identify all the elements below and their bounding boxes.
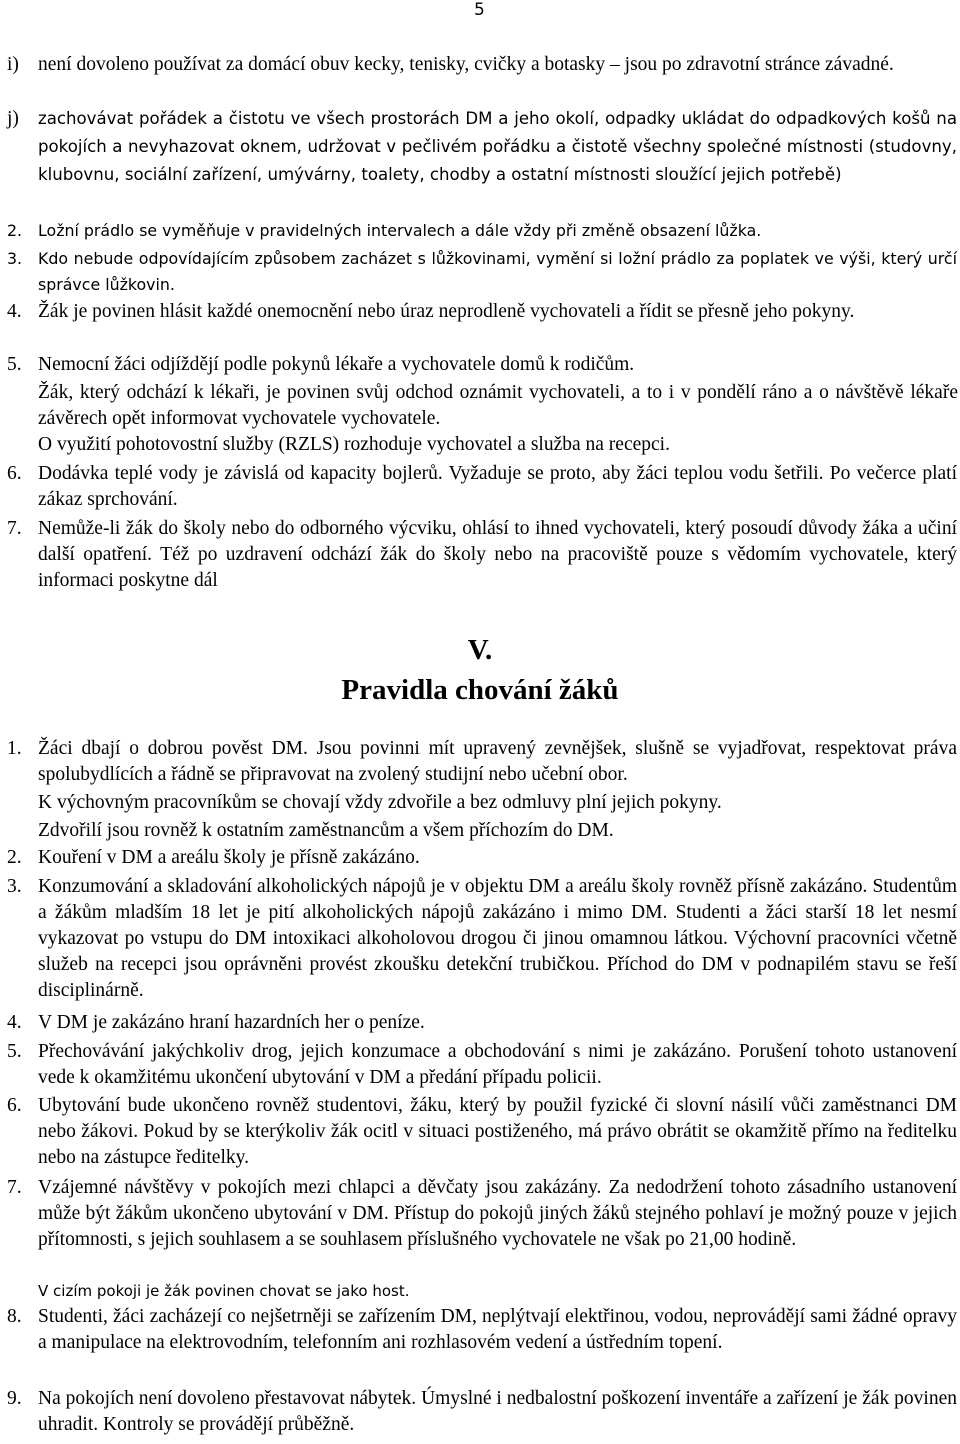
item-text: není dovoleno používat za domácí obuv kecky, tenisky, cvičky a botasky – jsou po zdravotní stránce závadné.: [38, 54, 894, 75]
list-item-2: [7, 218, 959, 244]
item-number: 6.: [7, 1095, 22, 1116]
item-number: 9.: [7, 1388, 22, 1409]
list-item-3: [7, 246, 959, 298]
item-number: 6.: [7, 463, 22, 484]
item-number: j): [7, 108, 19, 129]
item-text: Žák je povinen hlásit každé onemocnění nebo úraz neprodleně vychovateli a řídit se přesně jeho pokyny.: [38, 301, 855, 322]
item-number: 5.: [7, 354, 22, 375]
item-text: Ubytování bude ukončeno rovněž studentovi, žáku, který by použil fyzické či slovní násilí vůči zaměstnanci DM nebo žákovi. Pokud by se kterýkoliv žák ocitl v situaci postiženého, má právo obrátit se okamžitě přímo na ředitelku nebo na zástupce ředitelky.: [38, 1095, 957, 1168]
item-text: Ložní prádlo se vyměňuje v pravidelných intervalech a dále vždy při změně obsazení lůžka.: [38, 221, 762, 240]
page-number: 5: [474, 0, 485, 20]
list-item-4b: [7, 1010, 959, 1036]
item-text: V DM je zakázáno hraní hazardních her o peníze.: [38, 1012, 425, 1033]
paragraph: K výchovným pracovníkům se chovají vždy zdvořile a bez odmluvy plní jejich pokyny.: [38, 792, 722, 813]
list-item-i: [7, 52, 959, 78]
list-item-6b: [7, 1093, 959, 1171]
list-item-9b: [7, 1386, 959, 1438]
paragraph: V cizím pokoji je žák povinen chovat se jako host.: [38, 1282, 410, 1300]
item-number: 2.: [7, 847, 22, 868]
item-number: 4.: [7, 301, 22, 322]
item-text: Žáci dbají o dobrou pověst DM. Jsou povinni mít upravený zevnějšek, slušně se vyjadřovat, respektovat práva spolubydlících a řádně se připravovat na zvolený studijní nebo učební obor.: [38, 738, 957, 785]
list-item-6: [7, 461, 959, 513]
list-item-1: [7, 736, 959, 788]
list-item-4: [7, 299, 959, 325]
list-item-3b: [7, 874, 959, 1004]
list-item-7b: [7, 1175, 959, 1253]
item-text: Nemocní žáci odjíždějí podle pokynů lékaře a vychovatele domů k rodičům.: [38, 354, 635, 375]
item-number: 7.: [7, 1177, 22, 1198]
item-number: 3.: [7, 249, 23, 268]
list-item-8b: [7, 1304, 959, 1356]
item-number: 1.: [7, 738, 22, 759]
item-text: Kdo nebude odpovídajícím způsobem zacházet s lůžkovinami, vymění si ložní prádlo za poplatek ve výši, který určí správce lůžkovin.: [38, 249, 957, 294]
item-text: Studenti, žáci zacházejí co nejšetrněji se zařízením DM, neplýtvají elektřinou, vodou, neprovádějí sami žádné opravy a manipulace na elektrovodním, telefonním ani rozhlasovém vedení a ústředním topení.: [38, 1306, 957, 1353]
paragraph: O využití pohotovostní služby (RZLS) rozhoduje vychovatel a služba na recepci.: [38, 434, 670, 455]
list-item-j: [7, 105, 959, 189]
list-item-5: [7, 352, 959, 378]
item-number: 2.: [7, 221, 23, 240]
list-item-7: [7, 516, 959, 594]
paragraph: Žák, který odchází k lékaři, je povinen svůj odchod oznámit vychovateli, a to i v pondělí ráno a o návštěvě lékaře závěrech opět informovat vychovatele vychovatele.: [38, 382, 958, 429]
item-text: Dodávka teplé vody je závislá od kapacity bojlerů. Vyžaduje se proto, aby žáci teplou vodu šetřili. Po večerce platí zákaz sprchování.: [38, 463, 957, 510]
item-text: Kouření v DM a areálu školy je přísně zakázáno.: [38, 847, 420, 868]
item-text: zachovávat pořádek a čistotu ve všech prostorách DM a jeho okolí, odpadky ukládat do odpadkových košů na pokojích a nevyhazovat oknem, udržovat v pečlivém pořádku a čistotě všechny společné místnosti (studovny, klubovnu, sociální zařízení, umývárny, toalety, chodby a ostatní místnosti sloužící jejich potřebě): [38, 109, 957, 184]
item-number: 5.: [7, 1041, 22, 1062]
item-number: i): [7, 54, 19, 75]
item-text: Na pokojích není dovoleno přestavovat nábytek. Úmyslné i nedbalostní poškození inventáře a zařízení je žák povinen uhradit. Kontroly se provádějí průběžně.: [38, 1388, 957, 1435]
item-number: 4.: [7, 1012, 22, 1033]
paragraph: Zdvořilí jsou rovněž k ostatním zaměstnancům a všem příchozím do DM.: [38, 820, 614, 841]
list-item-5b: [7, 1039, 959, 1091]
section-number: V.: [467, 634, 493, 666]
item-number: 7.: [7, 518, 22, 539]
item-text: Přechovávání jakýchkoliv drog, jejich konzumace a obchodování s nimi je zakázáno. Porušení tohoto ustanovení vede k okamžitému ukončení ubytování v DM a předání případu policii.: [38, 1041, 957, 1088]
item-text: Vzájemné návštěvy v pokojích mezi chlapci a děvčaty jsou zakázány. Za nedodržení tohoto zásadního ustanovení může být žákům ukončeno ubytování v DM. Přístup do pokojů jiných žáků stejného pohlaví je možný pouze v jejich přítomnosti, s jejich souhlasem a se souhlasem příslušného vychovatele ne však po 21,00 hodině.: [38, 1177, 957, 1250]
item-text: Konzumování a skladování alkoholických nápojů je v objektu DM a areálu školy rovněž přísně zakázáno. Studentům a žákům mladším 18 let je pití alkoholických nápojů zakázáno i mimo DM. Studenti a žáci starší 18 let nesmí vykazovat po vstupu do DM intoxikaci alkoholovou drogou či jinou omamnou látkou. Výchovní pracovníci včetně služeb na recepci jsou oprávněni provést zkoušku detekční trubičkou. Příchod do DM v podnapilém stavu se řeší disciplinárně.: [38, 876, 957, 1001]
item-text: Nemůže-li žák do školy nebo do odborného výcviku, ohlásí to ihned vychovateli, který posoudí důvody žáka a učiní další opatření. Též po uzdravení odchází žák do školy nebo na pracoviště pouze s vědomím vychovatele, který informaci poskytne dál: [38, 518, 957, 591]
item-number: 3.: [7, 876, 22, 897]
section-title: Pravidla chování žáků: [341, 674, 619, 706]
list-item-2b: [7, 845, 959, 871]
item-number: 8.: [7, 1306, 22, 1327]
